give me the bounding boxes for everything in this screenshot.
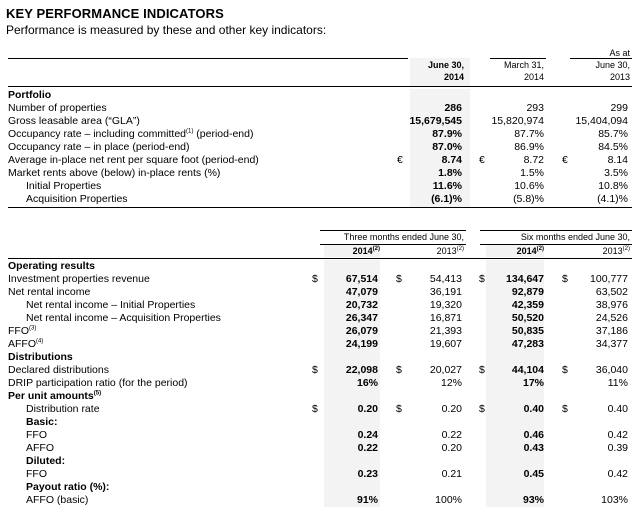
row-label — [26, 442, 54, 455]
row-label — [26, 468, 47, 481]
value-mar-2014: 293 — [526, 102, 544, 114]
row-label — [8, 167, 220, 180]
row-label-text: Basic: — [26, 416, 58, 428]
row-label — [8, 115, 140, 128]
section-heading — [8, 390, 101, 403]
row-label — [26, 455, 65, 468]
ops-header-underline — [8, 258, 632, 259]
table-row — [0, 468, 640, 481]
value-h1-2013: 37,186 — [595, 325, 628, 337]
table-row — [0, 338, 640, 351]
table-row — [0, 102, 640, 115]
value-h1-2013: 63,502 — [595, 286, 628, 298]
table-row — [0, 180, 640, 193]
value-h1-2014: 0.43 — [523, 442, 544, 454]
row-label-tail: (period-end) — [193, 128, 254, 140]
value-q2-2013: 20,027 — [429, 364, 462, 376]
value-jun-2013: (4.1)% — [597, 193, 628, 205]
row-label-text: Declared distributions — [8, 364, 109, 376]
table-row — [0, 364, 640, 377]
table-row — [0, 141, 640, 154]
table-row — [0, 442, 640, 455]
value-q2-2014: 0.23 — [357, 468, 378, 480]
currency-symbol: $ — [479, 273, 485, 285]
value-q2-2014: 20,732 — [345, 299, 378, 311]
table-row — [0, 286, 640, 299]
currency-symbol: $ — [396, 273, 402, 285]
col-d-year-header — [603, 246, 630, 257]
top-col3-header-l3: 2013 — [609, 72, 630, 82]
value-h1-2013: 38,976 — [595, 299, 628, 311]
value-jun-2014: 286 — [444, 102, 462, 114]
value-h1-2014: 92,879 — [511, 286, 544, 298]
value-h1-2013: 0.40 — [607, 403, 628, 415]
page-title: KEY PERFORMANCE INDICATORS — [6, 6, 224, 21]
row-label-text: Acquisition Properties — [26, 193, 128, 205]
section-heading-text: Operating results — [8, 260, 95, 272]
value-h1-2014: 47,283 — [511, 338, 544, 350]
group2-header: Six months ended June 30, — [520, 232, 630, 242]
row-label-text: Diluted: — [26, 455, 66, 467]
value-mar-2014: 10.6% — [514, 180, 544, 192]
row-label — [8, 273, 150, 286]
row-label-text: Occupancy rate – in place (period-end) — [8, 141, 190, 153]
value-q2-2013: 19,607 — [429, 338, 462, 350]
table-row — [0, 128, 640, 141]
value-h1-2013: 36,040 — [595, 364, 628, 376]
row-label-text: Distribution rate — [26, 403, 100, 415]
currency-symbol: $ — [396, 403, 402, 415]
value-q2-2014: 0.20 — [357, 403, 378, 415]
row-label — [8, 338, 43, 351]
row-label-text: Average in-place net rent per square foot (period-end) — [8, 154, 259, 166]
value-jun-2013: 85.7% — [598, 128, 628, 140]
top-col1-header-l2: 2014 — [443, 72, 464, 82]
value-h1-2014: 50,520 — [511, 312, 544, 324]
footnote-marker: (5) — [93, 390, 102, 397]
section-heading — [8, 260, 95, 273]
row-label — [8, 154, 259, 167]
value-q2-2014: 0.22 — [357, 442, 378, 454]
value-q2-2014: 67,514 — [345, 273, 378, 285]
currency-symbol: $ — [562, 403, 568, 415]
table-row — [0, 273, 640, 286]
row-label-text: Investment properties revenue — [8, 273, 150, 285]
currency-symbol: $ — [479, 364, 485, 376]
value-mar-2014: 15,820,974 — [491, 115, 544, 127]
portfolio-bottom-rule — [8, 207, 632, 208]
section-heading-row — [0, 351, 640, 364]
row-label-text: Net rental income – Acquisition Properties — [26, 312, 221, 324]
value-q2-2013: 0.22 — [441, 429, 462, 441]
value-h1-2014: 0.40 — [523, 403, 544, 415]
row-label-text: FFO — [26, 468, 47, 480]
value-q2-2013: 16,871 — [429, 312, 462, 324]
table-row — [0, 481, 640, 494]
value-jun-2014: 15,679,545 — [409, 115, 462, 127]
section-heading-row — [0, 260, 640, 273]
value-jun-2014: 1.8% — [438, 167, 462, 179]
table-row — [0, 167, 640, 180]
top-col3-header-l2: June 30, — [595, 60, 630, 70]
row-label-text: Occupancy rate – including committed — [8, 128, 187, 140]
value-jun-2014: 11.6% — [432, 180, 462, 192]
top-col3-header-l1: As at — [609, 48, 630, 58]
row-label — [8, 364, 109, 377]
currency-symbol: € — [562, 154, 568, 166]
value-q2-2014: 26,079 — [345, 325, 378, 337]
value-q2-2014: 22,098 — [345, 364, 378, 376]
value-q2-2014: 26,347 — [345, 312, 378, 324]
value-jun-2014: 87.0% — [432, 141, 462, 153]
value-q2-2013: 0.20 — [441, 403, 462, 415]
value-jun-2014: 8.74 — [441, 154, 462, 166]
value-h1-2013: 24,526 — [595, 312, 628, 324]
year-text: 2014 — [516, 246, 537, 256]
value-q2-2013: 100% — [435, 494, 462, 506]
currency-symbol: $ — [312, 364, 318, 376]
portfolio-heading-row — [0, 89, 640, 102]
value-mar-2014: 8.72 — [523, 154, 544, 166]
table-row — [0, 115, 640, 128]
value-q2-2013: 0.20 — [441, 442, 462, 454]
value-jun-2014: 87.9% — [432, 128, 462, 140]
value-q2-2013: 0.21 — [441, 468, 462, 480]
row-label — [8, 325, 36, 338]
group1-header: Three months ended June 30, — [343, 232, 464, 242]
currency-symbol: € — [397, 154, 403, 166]
row-label — [26, 180, 101, 193]
value-jun-2014: (6.1)% — [431, 193, 462, 205]
value-jun-2013: 8.14 — [607, 154, 628, 166]
row-label — [8, 286, 90, 299]
value-mar-2014: (5.8)% — [513, 193, 544, 205]
value-jun-2013: 84.5% — [598, 141, 628, 153]
value-h1-2013: 11% — [607, 377, 628, 389]
section-heading: Portfolio — [8, 89, 52, 101]
currency-symbol: $ — [562, 364, 568, 376]
currency-symbol: $ — [562, 273, 568, 285]
footnote-marker: (2) — [456, 246, 464, 252]
table-row — [0, 455, 640, 468]
currency-symbol: $ — [479, 403, 485, 415]
row-label — [26, 193, 128, 206]
value-h1-2013: 100,777 — [590, 273, 628, 285]
col-c-year-header — [517, 246, 544, 257]
value-h1-2014: 0.46 — [523, 429, 544, 441]
row-label — [26, 494, 88, 507]
table-row — [0, 377, 640, 390]
section-heading — [8, 351, 73, 364]
value-jun-2013: 15,404,094 — [575, 115, 628, 127]
table-row — [0, 494, 640, 507]
footnote-marker: (4) — [36, 338, 44, 345]
footnote-marker: (1) — [186, 128, 194, 135]
value-q2-2014: 0.24 — [357, 429, 378, 441]
value-h1-2014: 50,835 — [511, 325, 544, 337]
value-q2-2013: 19,320 — [429, 299, 462, 311]
currency-symbol: € — [479, 154, 485, 166]
row-label-text: Number of properties — [8, 102, 107, 114]
table-row — [0, 299, 640, 312]
section-heading-row — [0, 390, 640, 403]
row-label — [26, 416, 58, 429]
year-text: 2014 — [352, 246, 373, 256]
row-label-text: Net rental income – Initial Properties — [26, 299, 196, 311]
year-text: 2013 — [602, 246, 623, 256]
value-mar-2014: 1.5% — [520, 167, 544, 179]
currency-symbol: $ — [312, 403, 318, 415]
row-label — [26, 312, 221, 325]
value-q2-2014: 47,079 — [345, 286, 378, 298]
section-heading-text: Per unit amounts — [8, 390, 94, 402]
value-jun-2013: 10.8% — [598, 180, 628, 192]
section-heading-text: Distributions — [8, 351, 73, 363]
row-label — [8, 377, 188, 390]
value-h1-2014: 0.45 — [523, 468, 544, 480]
value-q2-2014: 24,199 — [345, 338, 378, 350]
row-label-text: AFFO (basic) — [26, 494, 89, 506]
table-row — [0, 429, 640, 442]
value-h1-2013: 103% — [601, 494, 628, 506]
value-h1-2014: 93% — [522, 494, 544, 506]
top-col2-header-l2: 2014 — [523, 72, 544, 82]
value-q2-2014: 16% — [356, 377, 378, 389]
value-h1-2013: 34,377 — [595, 338, 628, 350]
year-text: 2013 — [436, 246, 457, 256]
row-label-text: AFFO — [26, 442, 54, 454]
top-col2-header-l1: March 31, — [503, 60, 544, 70]
value-q2-2013: 54,413 — [429, 273, 462, 285]
table-row — [0, 154, 640, 167]
row-label — [26, 481, 109, 494]
table-row — [0, 403, 640, 416]
value-q2-2013: 12% — [440, 377, 462, 389]
value-h1-2014: 42,359 — [511, 299, 544, 311]
row-label-text: Net rental income — [8, 286, 91, 298]
row-label-text: Market rents above (below) in-place rents (%) — [8, 167, 221, 179]
value-q2-2014: 91% — [356, 494, 378, 506]
table-row — [0, 312, 640, 325]
row-label-text: FFO — [8, 325, 29, 337]
value-h1-2013: 0.42 — [607, 429, 628, 441]
row-label — [8, 128, 253, 141]
page-subtitle: Performance is measured by these and other key indicators: — [6, 23, 327, 37]
value-h1-2014: 17% — [522, 377, 544, 389]
value-h1-2013: 0.39 — [607, 442, 628, 454]
top-rule-left — [8, 58, 408, 59]
row-label — [8, 141, 190, 154]
table-row — [0, 193, 640, 206]
row-label — [26, 429, 47, 442]
group2-rule — [480, 230, 632, 231]
col-a-year-header — [353, 246, 380, 257]
footnote-marker: (2) — [372, 246, 380, 252]
currency-symbol: $ — [312, 273, 318, 285]
row-label-text: FFO — [26, 429, 47, 441]
value-h1-2013: 0.42 — [607, 468, 628, 480]
row-label — [8, 102, 107, 115]
row-label-text: AFFO — [8, 338, 36, 350]
row-label-text: Gross leasable area (“GLA”) — [8, 115, 140, 127]
top-col1-header-l1: June 30, — [427, 60, 464, 70]
group1-rule — [320, 230, 466, 231]
row-label-text: Initial Properties — [26, 180, 102, 192]
footnote-marker: (2) — [622, 246, 630, 252]
value-h1-2014: 44,104 — [511, 364, 544, 376]
value-jun-2013: 3.5% — [604, 167, 628, 179]
value-q2-2013: 21,393 — [429, 325, 462, 337]
row-label-text: Payout ratio (%): — [26, 481, 110, 493]
row-label — [26, 299, 195, 312]
top-header-underline — [8, 86, 632, 87]
row-label — [26, 403, 100, 416]
table-row — [0, 325, 640, 338]
footnote-marker: (3) — [29, 325, 37, 332]
table-row — [0, 416, 640, 429]
footnote-marker: (2) — [536, 246, 544, 252]
value-q2-2013: 36,191 — [429, 286, 462, 298]
value-h1-2014: 134,647 — [506, 273, 544, 285]
row-label-text: DRIP participation ratio (for the period) — [8, 377, 188, 389]
value-mar-2014: 87.7% — [514, 128, 544, 140]
currency-symbol: $ — [396, 364, 402, 376]
col-b-year-header — [437, 246, 464, 257]
top-rule-col2 — [490, 58, 546, 59]
value-jun-2013: 299 — [610, 102, 628, 114]
value-mar-2014: 86.9% — [514, 141, 544, 153]
